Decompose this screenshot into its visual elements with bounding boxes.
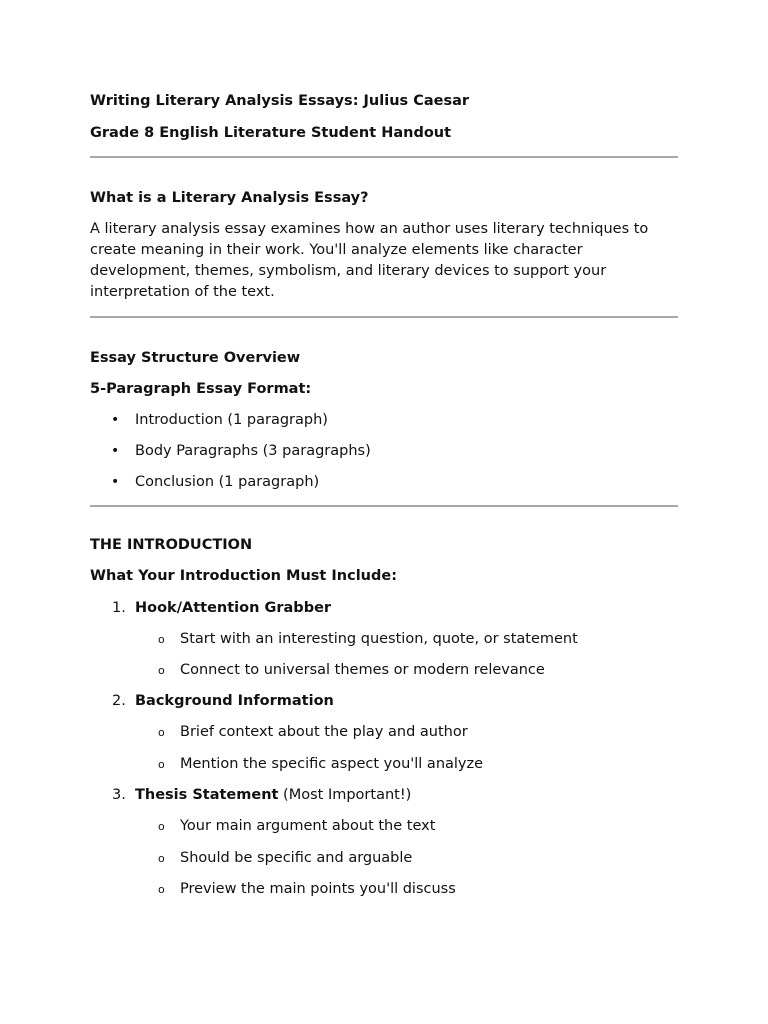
list-item-text: Connect to universal themes or modern relevance [180, 662, 545, 678]
list-item-text: Introduction (1 paragraph) [135, 412, 328, 428]
divider [90, 156, 678, 158]
circle-bullet-icon: o [158, 726, 165, 739]
step-title [135, 785, 678, 806]
step-item [90, 691, 678, 775]
step-title [135, 691, 678, 712]
bullet-marker: • [111, 412, 120, 428]
step-item [90, 598, 678, 681]
list-item-text: Your main argument about the text [180, 818, 436, 834]
circle-bullet-icon: o [158, 820, 165, 833]
circle-bullet-icon: o [158, 633, 165, 646]
list-item-text: Mention the specific aspect you'll analyze [180, 756, 484, 772]
list-item [135, 629, 678, 650]
step-title-text: Background Information [135, 693, 334, 709]
circle-bullet-icon: o [158, 852, 165, 865]
what-is-heading: What is a Literary Analysis Essay? [90, 190, 369, 206]
document-title: Writing Literary Analysis Essays: Julius Caesar [90, 93, 470, 109]
list-item-text: Brief context about the play and author [180, 724, 468, 740]
document-subtitle: Grade 8 English Literature Student Handout [90, 125, 452, 141]
step-number: 1. [112, 600, 126, 616]
step-title-text: Thesis Statement [135, 787, 279, 803]
introduction-heading: THE INTRODUCTION [90, 537, 253, 553]
what-is-body: A literary analysis essay examines how an author uses literary techniques to create meaning in their work. You'll analyze elements like character development, themes, symbolism, and literary devices to support your interpretation of the text. [90, 221, 649, 300]
step-number: 2. [112, 693, 126, 709]
structure-subheading: 5-Paragraph Essay Format: [90, 381, 312, 397]
step-points [135, 816, 678, 900]
list-item [135, 879, 678, 900]
list-item-text: Start with an interesting question, quote, or statement [180, 631, 578, 647]
step-title [135, 598, 678, 619]
list-item [135, 754, 678, 775]
step-points [135, 722, 678, 775]
list-item [90, 441, 678, 462]
step-points [135, 629, 678, 681]
introduction-steps [90, 598, 678, 900]
list-item-text: Preview the main points you'll discuss [180, 881, 456, 897]
list-item [90, 472, 678, 493]
bullet-marker: • [111, 474, 120, 490]
structure-heading: Essay Structure Overview [90, 350, 301, 366]
divider [90, 505, 678, 507]
list-item-text: Should be specific and arguable [180, 850, 413, 866]
list-item [135, 722, 678, 743]
circle-bullet-icon: o [158, 758, 165, 771]
structure-list [90, 410, 678, 493]
list-item-text: Body Paragraphs (3 paragraphs) [135, 443, 371, 459]
bullet-marker: • [111, 443, 120, 459]
step-number: 3. [112, 787, 126, 803]
list-item-text: Conclusion (1 paragraph) [135, 474, 320, 490]
handout-page [90, 91, 678, 900]
step-title-text: Hook/Attention Grabber [135, 600, 332, 616]
circle-bullet-icon: o [158, 664, 165, 677]
list-item [135, 816, 678, 837]
list-item [90, 410, 678, 431]
introduction-subheading: What Your Introduction Must Include: [90, 568, 398, 584]
step-note: (Most Important!) [278, 787, 412, 803]
list-item [135, 848, 678, 869]
list-item [135, 660, 678, 681]
step-item [90, 785, 678, 900]
divider [90, 316, 678, 318]
circle-bullet-icon: o [158, 883, 165, 896]
